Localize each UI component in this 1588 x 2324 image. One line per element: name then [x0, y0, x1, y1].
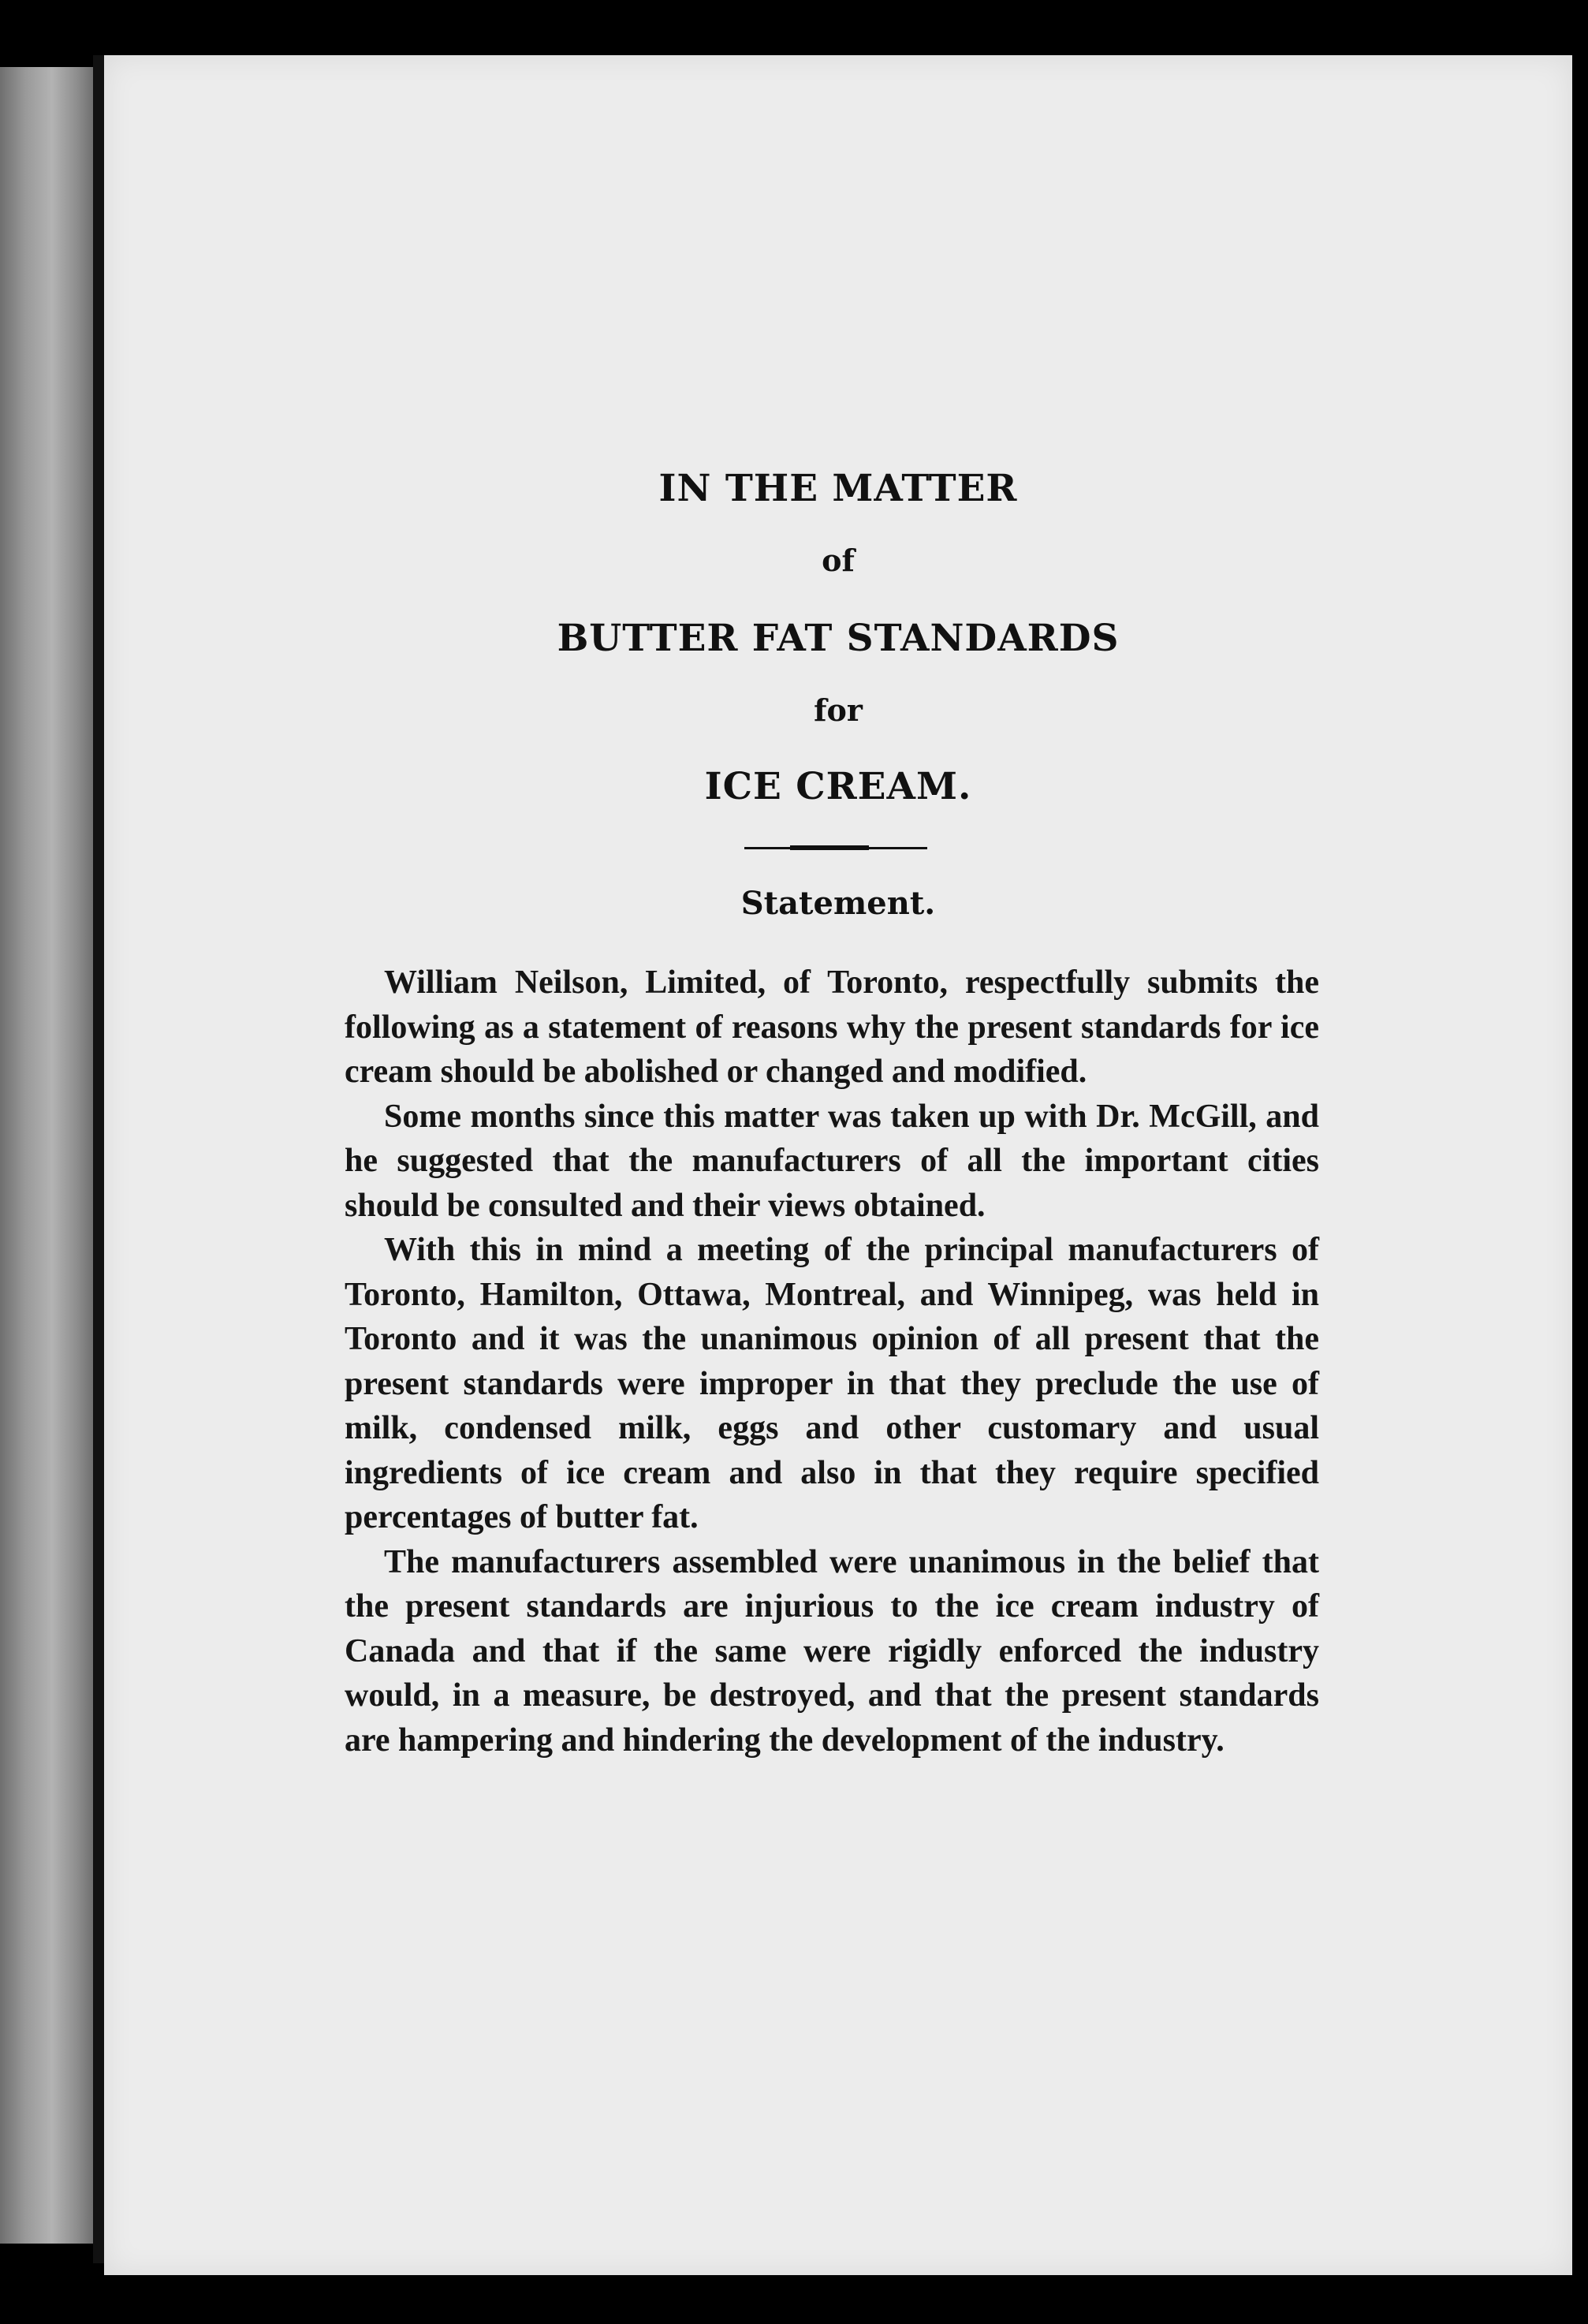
- heading-butter-fat-standards: BUTTER FAT STANDARDS: [557, 617, 1120, 660]
- heading-ice-cream: ICE CREAM.: [704, 765, 972, 808]
- section-title: Statement.: [740, 885, 936, 922]
- paragraph: Some months since this matter was taken up with Dr. McGill, and he suggested that the manufacturers of all the important cities should be consulted and their views obtained.: [345, 1098, 1319, 1224]
- binding-shadow: [93, 55, 104, 2263]
- heading-of: of: [822, 543, 855, 578]
- heading-in-the-matter: IN THE MATTER: [658, 467, 1018, 510]
- paragraph: The manufacturers assembled were unanimous in the belief that the present standards are injurious to the ice cream industry of Canada and that if the same were rigidly enforced the industry would, in a measure, be destroyed, and that the present standards are hampering and hindering the development of the industry.: [345, 1543, 1319, 1759]
- book-binding: [0, 67, 104, 2244]
- paragraph: William Neilson, Limited, of Toronto, respectfully submits the following as a statement of reasons why the present standards for ice cream should be abolished or changed and modified.: [345, 964, 1319, 1090]
- paragraph: With this in mind a meeting of the principal manufacturers of Toronto, Hamilton, Ottawa, Montreal, and Winnipeg, was held in Toronto and it was the unanimous opinion of all present that the present standards were improper in that they preclude the use of milk, condensed milk, eggs and other customary and usual ingredients of ice cream and also in that they require specified percentages of butter fat.: [345, 1232, 1319, 1535]
- section-divider-center: [790, 845, 869, 850]
- statement-body: [345, 961, 1319, 1763]
- heading-for: for: [814, 692, 863, 728]
- document-page: [104, 55, 1572, 2275]
